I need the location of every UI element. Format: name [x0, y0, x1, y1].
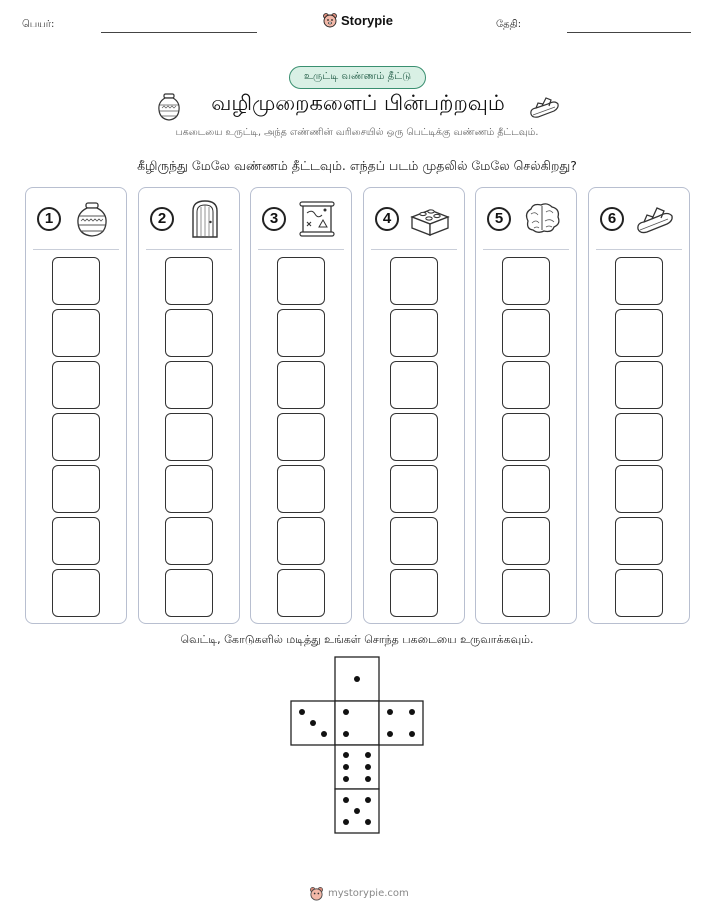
color-box[interactable]: [390, 309, 438, 357]
die-pip: [343, 752, 349, 758]
column-number: 5: [487, 207, 511, 231]
footer: [309, 886, 409, 901]
color-box[interactable]: [277, 517, 325, 565]
die-pip: [343, 709, 349, 715]
color-box[interactable]: [502, 361, 550, 409]
die-pip: [343, 797, 349, 803]
column-number: 6: [600, 207, 624, 231]
color-box[interactable]: [502, 517, 550, 565]
brain-icon: [522, 199, 562, 239]
color-box[interactable]: [277, 413, 325, 461]
column-divider: [483, 249, 569, 250]
sandal-icon: [528, 94, 560, 120]
die-pip: [343, 731, 349, 737]
door-icon: [185, 199, 225, 239]
page-title: வழிமுறைகளைப் பின்பற்றவும்: [211, 91, 505, 115]
color-box[interactable]: [390, 361, 438, 409]
color-box[interactable]: [615, 413, 663, 461]
footer-url: mystorypie.com: [328, 888, 409, 899]
die-pip: [299, 709, 305, 715]
color-box[interactable]: [502, 465, 550, 513]
date-label: தேதி:: [496, 19, 522, 30]
lego-brick-icon: [410, 199, 450, 239]
date-line: [567, 32, 691, 33]
column-divider: [33, 249, 119, 250]
die-pip: [343, 776, 349, 782]
column-1: [25, 187, 127, 624]
color-box[interactable]: [165, 465, 213, 513]
color-box[interactable]: [502, 257, 550, 305]
storypie-mascot-icon: [309, 886, 324, 901]
die-pip: [387, 709, 393, 715]
column-4: [363, 187, 465, 624]
color-box[interactable]: [277, 309, 325, 357]
map-scroll-icon: [297, 199, 337, 239]
die-pip: [387, 731, 393, 737]
die-face-4: [379, 701, 423, 745]
column-2: [138, 187, 240, 624]
color-box[interactable]: [165, 309, 213, 357]
color-box[interactable]: [615, 309, 663, 357]
page-subtitle: பகடையை உருட்டி, அந்த எண்ணின் வரிசையில் ஒரு பெட்டிக்கு வண்ணம் தீட்டவும்.: [175, 127, 539, 138]
die-pip: [354, 676, 360, 682]
die-pip: [365, 764, 371, 770]
color-box[interactable]: [52, 361, 100, 409]
brand-logo: [322, 12, 393, 28]
color-box[interactable]: [615, 517, 663, 565]
die-pip: [321, 731, 327, 737]
color-box[interactable]: [52, 257, 100, 305]
die-pip: [365, 776, 371, 782]
brand-name: Storypie: [341, 12, 394, 28]
color-box[interactable]: [502, 309, 550, 357]
die-pip: [343, 764, 349, 770]
color-box[interactable]: [502, 413, 550, 461]
column-number: 1: [37, 207, 61, 231]
color-box[interactable]: [165, 413, 213, 461]
color-box[interactable]: [277, 569, 325, 617]
name-line: [101, 32, 257, 33]
color-box[interactable]: [615, 465, 663, 513]
storypie-mascot-icon: [322, 12, 338, 28]
die-face-3: [335, 701, 379, 745]
column-number: 4: [375, 207, 399, 231]
color-box[interactable]: [52, 309, 100, 357]
die-pip: [409, 731, 415, 737]
die-net: [290, 656, 426, 836]
die-pip: [343, 819, 349, 825]
color-box[interactable]: [52, 413, 100, 461]
color-box[interactable]: [52, 465, 100, 513]
color-box[interactable]: [390, 413, 438, 461]
column-3: [250, 187, 352, 624]
column-divider: [146, 249, 232, 250]
die-pip: [310, 720, 316, 726]
column-number: 3: [262, 207, 286, 231]
name-label: பெயர்:: [22, 19, 55, 30]
activity-badge: உருட்டி வண்ணம் தீட்டு: [289, 66, 426, 89]
instruction-text: கீழிருந்து மேலே வண்ணம் தீட்டவும். எந்தப் படம் முதலில் மேலே செல்கிறது?: [137, 158, 577, 173]
cut-instruction: வெட்டி, கோடுகளில் மடித்து உங்கள் சொந்த பகடையை உருவாக்கவும்.: [180, 633, 534, 646]
color-box[interactable]: [277, 465, 325, 513]
color-box[interactable]: [165, 361, 213, 409]
color-box[interactable]: [390, 517, 438, 565]
die-pip: [365, 752, 371, 758]
column-6: [588, 187, 690, 624]
color-box[interactable]: [52, 517, 100, 565]
color-box[interactable]: [277, 257, 325, 305]
color-box[interactable]: [615, 569, 663, 617]
pot-icon: [156, 92, 182, 122]
color-box[interactable]: [502, 569, 550, 617]
color-box[interactable]: [390, 569, 438, 617]
color-box[interactable]: [390, 257, 438, 305]
column-divider: [258, 249, 344, 250]
sandal-icon: [635, 199, 675, 239]
color-box[interactable]: [615, 257, 663, 305]
die-pip: [354, 808, 360, 814]
column-number: 2: [150, 207, 174, 231]
color-box[interactable]: [165, 569, 213, 617]
column-5: [475, 187, 577, 624]
column-divider: [371, 249, 457, 250]
column-divider: [596, 249, 682, 250]
color-box[interactable]: [390, 465, 438, 513]
color-box[interactable]: [165, 517, 213, 565]
color-box[interactable]: [52, 569, 100, 617]
die-pip: [365, 819, 371, 825]
color-box[interactable]: [165, 257, 213, 305]
die-face-6: [335, 745, 379, 789]
pot-icon: [72, 199, 112, 239]
color-box[interactable]: [615, 361, 663, 409]
die-pip: [365, 797, 371, 803]
die-pip: [409, 709, 415, 715]
color-box[interactable]: [277, 361, 325, 409]
